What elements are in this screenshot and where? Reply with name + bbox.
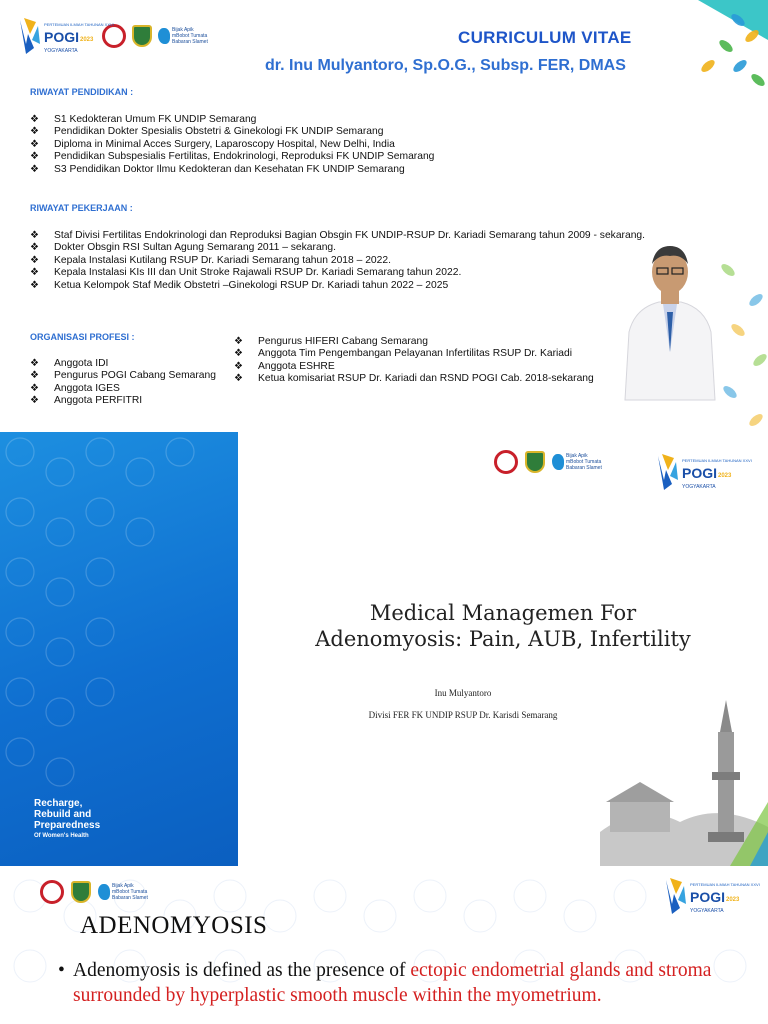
bullet-diamond-icon: ❖ [30,358,39,369]
org-list-left [30,358,240,408]
svg-text:PERTEMUAN ILMIAH TAHUNAN XXVI: PERTEMUAN ILMIAH TAHUNAN XXVI [44,22,114,27]
education-heading: RIWAYAT PENDIDIKAN : [30,87,134,97]
bullet-diamond-icon: ❖ [30,279,39,291]
list-item: ❖ S3 Pendidikan Doktor Ilmu Kedokteran dan Kesehatan FK UNDIP Semarang [30,163,405,175]
sehat-blob-icon [158,28,170,44]
list-item: ❖ Pendidikan Subspesialis Fertilitas, Endokrinologi, Reproduksi FK UNDIP Semarang [30,151,435,163]
pogi-logo [660,874,760,918]
header-logos [40,880,152,904]
definition-text: Adenomyosis is defined as the presence of [73,960,411,981]
bullet-diamond-icon: ❖ [30,138,39,150]
svg-text:2023: 2023 [726,897,740,903]
pogi-logo [652,450,752,494]
idi-logo [494,450,518,474]
svg-text:POGI: POGI [690,889,726,905]
list-item: ❖ Pendidikan Dokter Spesialis Obstetri & Ginekologi FK UNDIP Semarang [30,126,384,138]
list-item: ❖ Kepala Instalasi Kutilang RSUP Dr. Kariadi Semarang tahun 2018 – 2022. [30,254,391,266]
list-item: ❖ Anggota Tim Pengembangan Pelayanan Infertilitas RSUP Dr. Kariadi [234,348,573,360]
cv-slide [0,0,768,432]
definition-paragraph [58,958,718,1008]
list-item: ❖ Anggota PERFITRI [30,395,143,407]
bullet-diamond-icon: ❖ [30,163,39,175]
svg-text:POGI: POGI [44,29,80,45]
work-list [30,230,650,292]
list-item: ❖ Pengurus HIFERI Cabang Semarang [234,336,428,347]
list-item: ❖ Ketua komisariat RSUP Dr. Kariadi dan RSND POGI Cab. 2018-sekarang [234,373,594,385]
blue-side-panel [0,432,238,866]
pogi-logo [14,14,114,58]
list-item: ❖ Anggota ESHRE [234,360,335,372]
author-affiliation: Divisi FER FK UNDIP RSUP Dr. Karisdi Semarang [368,710,558,720]
province-crest-logo [71,881,91,903]
list-item: ❖ Staf Divisi Fertilitas Endokrinologi dan Reproduksi Bagian Obsgin FK UNDIP-RSUP Dr. Kariadi Semarang tahun 2009 - sekarang. [30,230,646,241]
header-logos [14,14,212,58]
svg-text:PERTEMUAN ILMIAH TAHUNAN XXVI: PERTEMUAN ILMIAH TAHUNAN XXVI [690,882,760,887]
list-item: ❖ Anggota IGES [30,382,120,394]
tagline: Recharge, Rebuild and Preparedness Of Women's Health [34,798,101,839]
work-heading: RIWAYAT PEKERJAAN : [30,203,133,213]
title-slide [0,432,768,866]
sehat-logo: Bijak Apik mBobot Tumata Babaran Slamet [552,453,606,471]
bullet-dot-icon: • [58,960,65,981]
svg-text:PERTEMUAN ILMIAH TAHUNAN XXVI: PERTEMUAN ILMIAH TAHUNAN XXVI [682,458,752,463]
bullet-diamond-icon: ❖ [30,242,39,254]
definition-highlight: ectopic endometrial glands and stroma surrounded by hyperplastic smooth muscle within the myometrium. [73,960,712,1006]
svg-text:YOGYAKARTA: YOGYAKARTA [44,48,78,54]
svg-text:2023: 2023 [718,473,732,479]
org-list-right [234,336,624,386]
author-name: Inu Mulyantoro [434,688,492,698]
bullet-diamond-icon: ❖ [30,267,39,279]
header-logos [494,450,606,474]
list-item: ❖ Kepala Instalasi KIs III dan Unit Stroke Rajawali RSUP Dr. Kariadi Semarang tahun 2022. [30,267,462,279]
cv-title: CURRICULUM VITAE [458,28,632,47]
presenter-photo [615,232,725,400]
sehat-logo: Bijak Apik mBobot Tumata Babaran Slamet [98,883,152,901]
list-item: ❖ Pengurus POGI Cabang Semarang [30,370,216,382]
bullet-diamond-icon: ❖ [234,336,243,347]
bullet-diamond-icon: ❖ [30,126,39,138]
bullet-diamond-icon: ❖ [30,370,39,382]
idi-logo [40,880,64,904]
slide-heading: ADENOMYOSIS [80,912,268,939]
bullet-diamond-icon: ❖ [234,360,243,372]
svg-text:YOGYAKARTA: YOGYAKARTA [690,908,724,914]
idi-logo [102,24,126,48]
list-item: ❖ Dokter Obsgin RSI Sultan Agung Semarang 2011 – sekarang. [30,242,337,254]
bullet-diamond-icon: ❖ [30,382,39,394]
presentation-title: Medical Managemen For Adenomyosis: Pain, AUB, Infertility [315,601,691,651]
list-item: ❖ Ketua Kelompok Staf Medik Obstetri –Ginekologi RSUP Dr. Kariadi tahun 2022 – 2025 [30,279,449,291]
province-crest-logo [525,451,545,473]
list-item: ❖ Diploma in Minimal Acces Surgery, Laparoscopy Hospital, New Delhi, India [30,138,395,150]
list-item: ❖ Anggota IDI [30,358,109,369]
bullet-diamond-icon: ❖ [234,348,243,360]
bullet-diamond-icon: ❖ [234,373,243,385]
province-crest-logo [132,25,152,47]
sehat-blob-icon [98,884,110,900]
education-list [30,114,590,176]
svg-text:POGI: POGI [682,465,718,481]
tugu-monument-illustration [600,682,768,866]
bullet-diamond-icon: ❖ [30,254,39,266]
bullet-diamond-icon: ❖ [30,395,39,407]
bullet-diamond-icon: ❖ [30,114,39,125]
svg-text:YOGYAKARTA: YOGYAKARTA [682,484,716,490]
cv-name: dr. Inu Mulyantoro, Sp.O.G., Subsp. FER, DMAS [265,57,626,74]
bullet-diamond-icon: ❖ [30,151,39,163]
org-heading: ORGANISASI PROFESI : [30,332,135,342]
adenomyosis-slide [0,866,768,1024]
sehat-logo: Bijak Apik mBobot Tumata Babaran Slamet [158,27,212,45]
sehat-blob-icon [552,454,564,470]
svg-text:2023: 2023 [80,37,94,43]
bullet-diamond-icon: ❖ [30,230,39,241]
list-item: ❖ S1 Kedokteran Umum FK UNDIP Semarang [30,114,257,125]
